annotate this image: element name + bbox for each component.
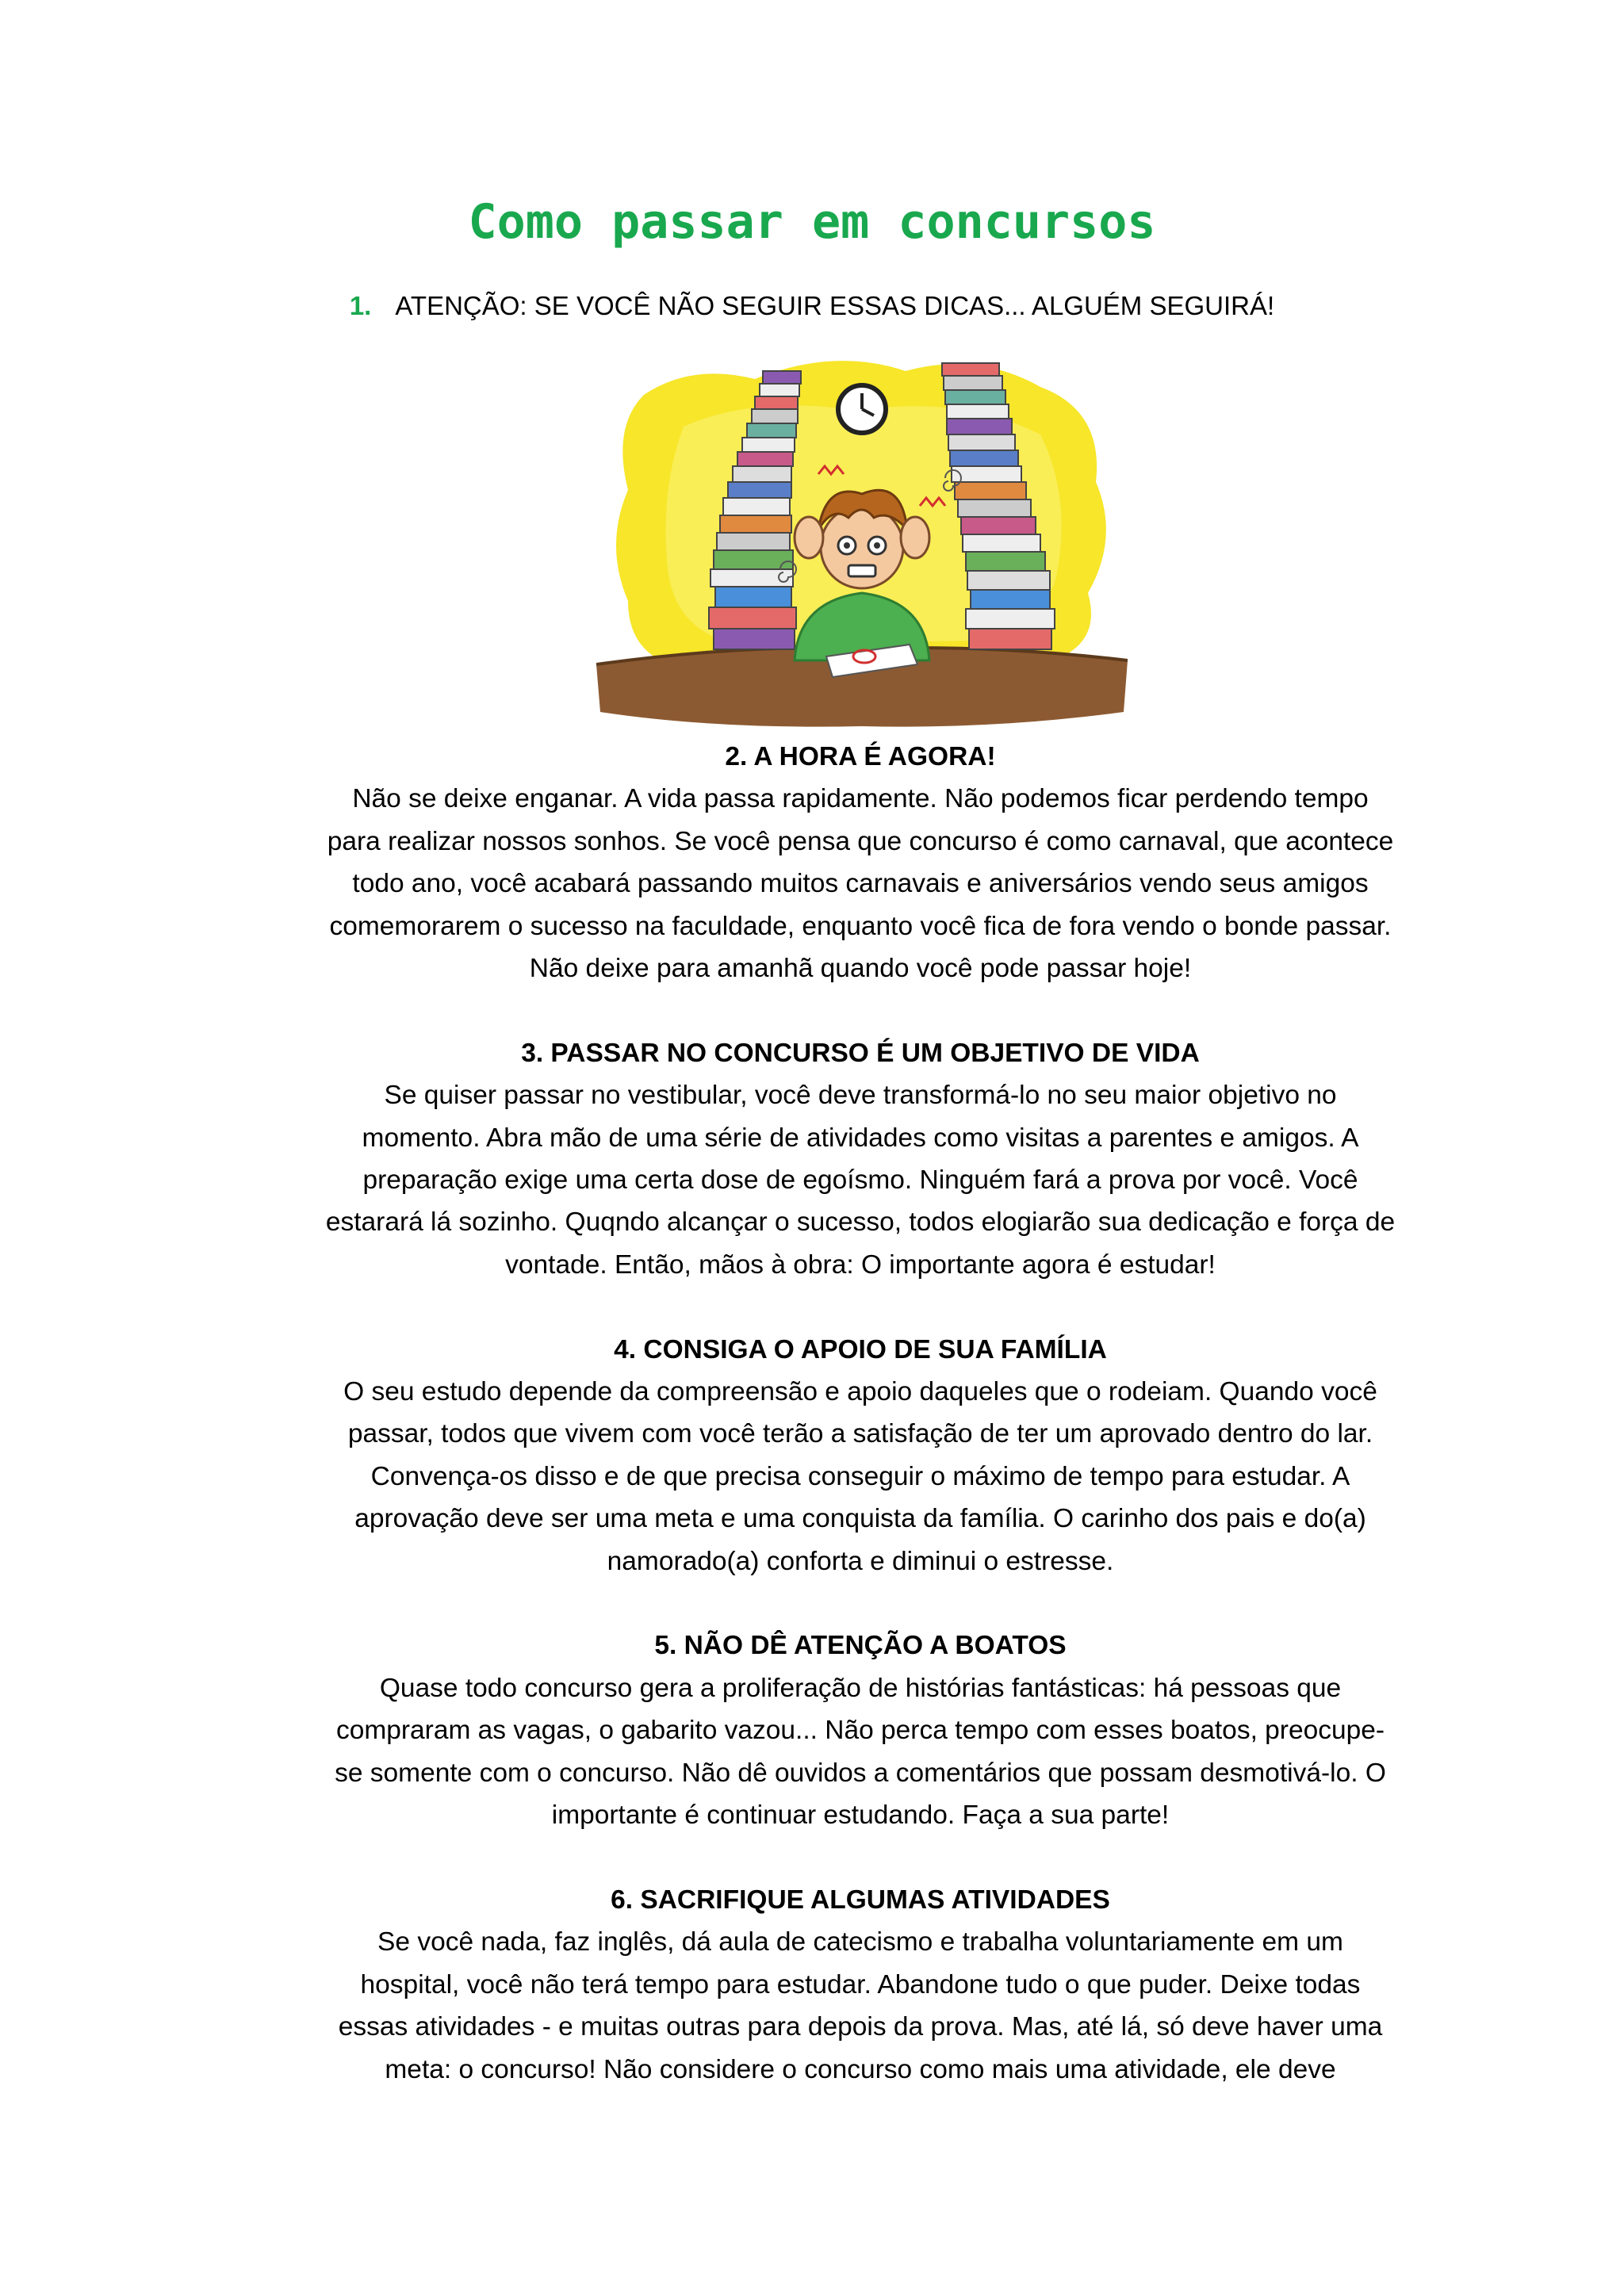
section-paragraph: Quase todo concurso gera a proliferação de histórias fantásticas: há pessoas que compraram as vagas, o gabarito vazou... Não perca tempo com esses boatos, preocupe-se somente com o concurso. Não dê ouvidos a comentários que possam desmotivá-lo. O importante é continuar estudando. Faça a sua parte! (335, 1673, 1386, 1831)
document-body (325, 736, 1396, 2133)
section-paragraph: O seu estudo depende da compreensão e apoio daqueles que o rodeiam. Quando você passar, todos que vivem com você terão a satisfação de ter um aprovado dentro do lar. Convença-os disso e de que precisa conseguir o máximo de tempo para estudar. A aprovação deve ser uma meta e uma conquista da família. O carinho dos pais e do(a) namorado(a) conforta e diminui o estresse. (343, 1377, 1377, 1576)
intro-list-item (0, 289, 1624, 323)
section-heading: 2. A HORA É AGORA! (725, 742, 996, 771)
intro-text: ATENÇÃO: SE VOCÊ NÃO SEGUIR ESSAS DICAS... ALGUÉM SEGUIRÁ! (395, 291, 1275, 320)
section-tip-5 (325, 1624, 1396, 1836)
section-tip-3 (325, 1032, 1396, 1286)
clock-icon (838, 385, 886, 433)
section-heading: 5. NÃO DÊ ATENÇÃO A BOATOS (654, 1631, 1067, 1661)
document-title: Como passar em concursos (468, 194, 1156, 250)
section-heading: 3. PASSAR NO CONCURSO É UM OBJETIVO DE VIDA (521, 1038, 1200, 1068)
section-tip-2 (325, 736, 1396, 989)
section-tip-4 (325, 1329, 1396, 1582)
section-heading: 6. SACRIFIQUE ALGUMAS ATIVIDADES (611, 1885, 1110, 1915)
section-paragraph: Não se deixe enganar. A vida passa rapidamente. Não podemos ficar perdendo tempo para realizar nossos sonhos. Se você pensa que concurso é como carnaval, que acontece todo ano, você acabará passando muitos carnavais e aniversários vendo seus amigos comemorarem o sucesso na faculdade, enquanto você fica de fora vendo o bonde passar. Não deixe para amanhã quando você pode passar hoje! (327, 784, 1394, 984)
section-paragraph: Se você nada, faz inglês, dá aula de catecismo e trabalha voluntariamente em um hospital, você não terá tempo para estudar. Abandone tudo o que puder. Deixe todas essas atividades - e muitas outras para depois da prova. Mas, até lá, só deve haver uma meta: o concurso! Não considere o concurso como mais uma atividade, ele deve (338, 1927, 1383, 2084)
section-heading: 4. CONSIGA O APOIO DE SUA FAMÍLIA (614, 1334, 1107, 1364)
list-number: 1. (349, 291, 372, 320)
section-paragraph: Se quiser passar no vestibular, você deve transformá-lo no seu maior objetivo no momento. Abra mão de uma série de atividades como visitas a parentes e amigos. A preparação exige uma certa dose de egoísmo. Ninguém fará a prova por você. Você estarará lá sozinho. Quqndo alcançar o sucesso, todos elogiarão sua dedicação e força de vontade. Então, mãos à obra: O importante agora é estudar! (325, 1081, 1396, 1280)
section-tip-6 (325, 1879, 1396, 2091)
stressed-student-illustration (596, 339, 1128, 729)
